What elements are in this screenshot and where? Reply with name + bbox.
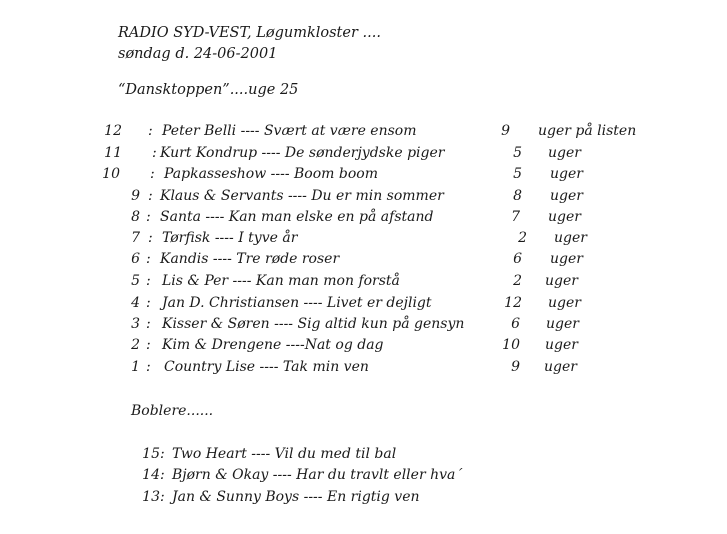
entry-rank: 8 — [131, 209, 140, 225]
entry-colon: : — [152, 145, 157, 161]
entry-song: Klaus & Servants ---- Du er min sommer — [160, 188, 444, 204]
entry-rank: 2 — [131, 337, 140, 353]
entry-song: Jan D. Christiansen ---- Livet er dejligt — [162, 295, 432, 311]
boblere-rank: 14 — [142, 467, 160, 483]
chart-entry — [0, 337, 727, 357]
entry-colon: : — [148, 123, 153, 139]
entry-rank: 9 — [131, 188, 140, 204]
list-title: “Dansktoppen”....uge 25 — [118, 82, 299, 98]
boblere-colon: : — [160, 467, 165, 483]
entry-colon: : — [146, 359, 151, 375]
boblere-rank: 13 — [142, 489, 160, 505]
station-header: RADIO SYD-VEST, Løgumkloster .... — [118, 25, 381, 41]
chart-entry — [0, 230, 727, 250]
entry-rank: 1 — [131, 359, 140, 375]
chart-entry — [0, 123, 727, 143]
chart-entry — [0, 295, 727, 315]
entry-weeks-unit: uger — [554, 230, 587, 246]
entry-song: Santa ---- Kan man elske en på afstand — [160, 209, 434, 225]
entry-colon: : — [146, 251, 151, 267]
entry-rank: 6 — [131, 251, 140, 267]
entry-rank: 5 — [131, 273, 140, 289]
boblere-entry — [0, 446, 727, 466]
entry-weeks-unit: uger — [546, 316, 579, 332]
broadcast-date: søndag d. 24-06-2001 — [118, 46, 278, 62]
entry-weeks: 9 — [511, 359, 520, 375]
chart-entry — [0, 273, 727, 293]
entry-weeks: 8 — [513, 188, 522, 204]
entry-weeks: 2 — [513, 273, 522, 289]
entry-song: Papkasseshow ---- Boom boom — [164, 166, 378, 182]
entry-song: Tørfisk ---- I tyve år — [162, 230, 298, 246]
chart-entry — [0, 359, 727, 379]
entry-weeks-unit: uger — [548, 209, 581, 225]
chart-entry — [0, 316, 727, 336]
entry-song: Lis & Per ---- Kan man mon forstå — [162, 273, 400, 289]
entry-colon: : — [146, 316, 151, 332]
entry-colon: : — [148, 230, 153, 246]
boblere-colon: : — [160, 446, 165, 462]
entry-weeks-unit: uger — [544, 359, 577, 375]
entry-rank: 10 — [102, 166, 120, 182]
entry-weeks-unit: uger — [545, 273, 578, 289]
chart-entry — [0, 166, 727, 186]
entry-song: Country Lise ---- Tak min ven — [164, 359, 369, 375]
entry-weeks: 2 — [518, 230, 527, 246]
entry-song: Peter Belli ---- Svært at være ensom — [162, 123, 417, 139]
chart-entry — [0, 188, 727, 208]
entry-weeks-unit: uger — [550, 251, 583, 267]
entry-colon: : — [146, 337, 151, 353]
chart-entry — [0, 251, 727, 271]
boblere-entry — [0, 467, 727, 487]
entry-weeks-unit: uger på listen — [538, 123, 637, 139]
entry-weeks-unit: uger — [550, 166, 583, 182]
entry-song: Kandis ---- Tre røde roser — [160, 251, 340, 267]
boblere-song: Jan & Sunny Boys ---- En rigtig ven — [172, 489, 420, 505]
entry-rank: 11 — [104, 145, 122, 161]
boblere-title: Boblere...... — [131, 403, 214, 419]
entry-rank: 3 — [131, 316, 140, 332]
entry-weeks-unit: uger — [548, 145, 581, 161]
entry-weeks: 9 — [501, 123, 510, 139]
entry-rank: 12 — [104, 123, 122, 139]
boblere-song: Bjørn & Okay ---- Har du travlt eller hva´ — [172, 467, 463, 483]
entry-colon: : — [150, 166, 155, 182]
entry-colon: : — [146, 209, 151, 225]
boblere-entry — [0, 489, 727, 509]
entry-song: Kurt Kondrup ---- De sønderjydske piger — [160, 145, 445, 161]
boblere-song: Two Heart ---- Vil du med til bal — [172, 446, 397, 462]
entry-weeks-unit: uger — [548, 295, 581, 311]
entry-colon: : — [146, 295, 151, 311]
entry-song: Kisser & Søren ---- Sig altid kun på gensyn — [162, 316, 465, 332]
entry-colon: : — [148, 188, 153, 204]
chart-entry — [0, 209, 727, 229]
entry-weeks: 12 — [504, 295, 522, 311]
entry-weeks: 10 — [502, 337, 520, 353]
boblere-colon: : — [160, 489, 165, 505]
entry-rank: 7 — [131, 230, 140, 246]
entry-weeks: 7 — [511, 209, 520, 225]
entry-rank: 4 — [131, 295, 140, 311]
entry-weeks-unit: uger — [550, 188, 583, 204]
entry-colon: : — [146, 273, 151, 289]
entry-weeks: 6 — [513, 251, 522, 267]
entry-weeks: 6 — [511, 316, 520, 332]
entry-weeks: 5 — [513, 166, 522, 182]
boblere-rank: 15 — [142, 446, 160, 462]
entry-weeks: 5 — [513, 145, 522, 161]
chart-entry — [0, 145, 727, 165]
entry-song: Kim & Drengene ----Nat og dag — [162, 337, 384, 353]
entry-weeks-unit: uger — [545, 337, 578, 353]
